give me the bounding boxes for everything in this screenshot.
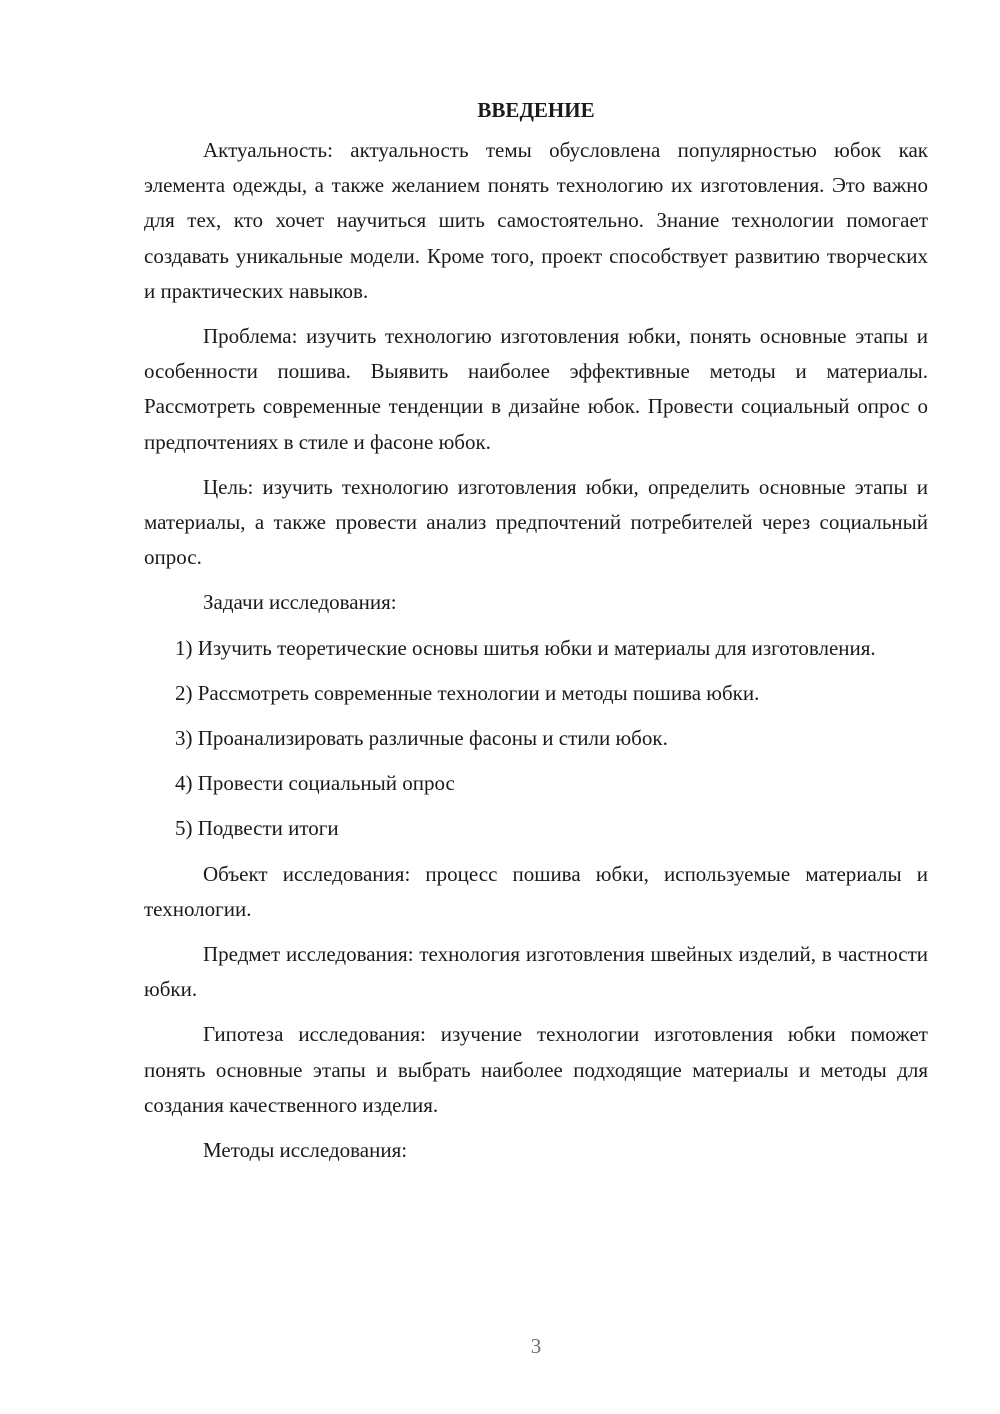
list-item: 1) Изучить теоретические основы шитья юбки и материалы для изготовления. — [175, 635, 876, 660]
list-item: 2) Рассмотреть современные технологии и методы пошива юбки. — [175, 680, 760, 705]
list-item: 3) Проанализировать различные фасоны и стили юбок. — [175, 726, 668, 751]
list-item: 4) Провести социальный опрос — [175, 771, 455, 796]
paragraph-subject: Предмет исследования: технология изготовления швейных изделий, в частности юбки. — [144, 942, 928, 1002]
tasks-list — [144, 631, 928, 847]
paragraph-object: Объект исследования: процесс пошива юбки, используемые материалы и технологии. — [144, 861, 928, 921]
list-item: 5) Подвести итоги — [175, 816, 339, 841]
tasks-heading: Задачи исследования: — [203, 590, 397, 615]
methods-heading: Методы исследования: — [203, 1138, 408, 1163]
document-page — [144, 96, 928, 1178]
paragraph-problem: Проблема: изучить технологию изготовления юбки, понять основные этапы и особенности пошива. Выявить наиболее эффективные методы и материалы. Рассмотреть современные тенденции в дизайне юбок. Провести социальный опрос о предпочтениях в стиле и фасоне юбок. — [144, 324, 928, 454]
page-title: ВВЕДЕНИЕ — [477, 98, 595, 122]
page-number: 3 — [530, 1334, 542, 1358]
paragraph-goal: Цель: изучить технологию изготовления юбки, определить основные этапы и материалы, а также провести анализ предпочтений потребителей через социальный опрос. — [144, 474, 928, 570]
paragraph-relevance: Актуальность: актуальность темы обусловлена популярностью юбок как элемента одежды, а также желанием понять технологию их изготовления. Это важно для тех, кто хочет научиться шить самостоятельно. Знание технологии помогает создавать уникальные модели. Кроме того, проект способствует развитию творческих и практических навыков. — [144, 138, 928, 303]
paragraph-hypothesis: Гипотеза исследования: изучение технологии изготовления юбки поможет понять основные этапы и выбрать наиболее подходящие материалы и методы для создания качественного изделия. — [144, 1022, 928, 1117]
